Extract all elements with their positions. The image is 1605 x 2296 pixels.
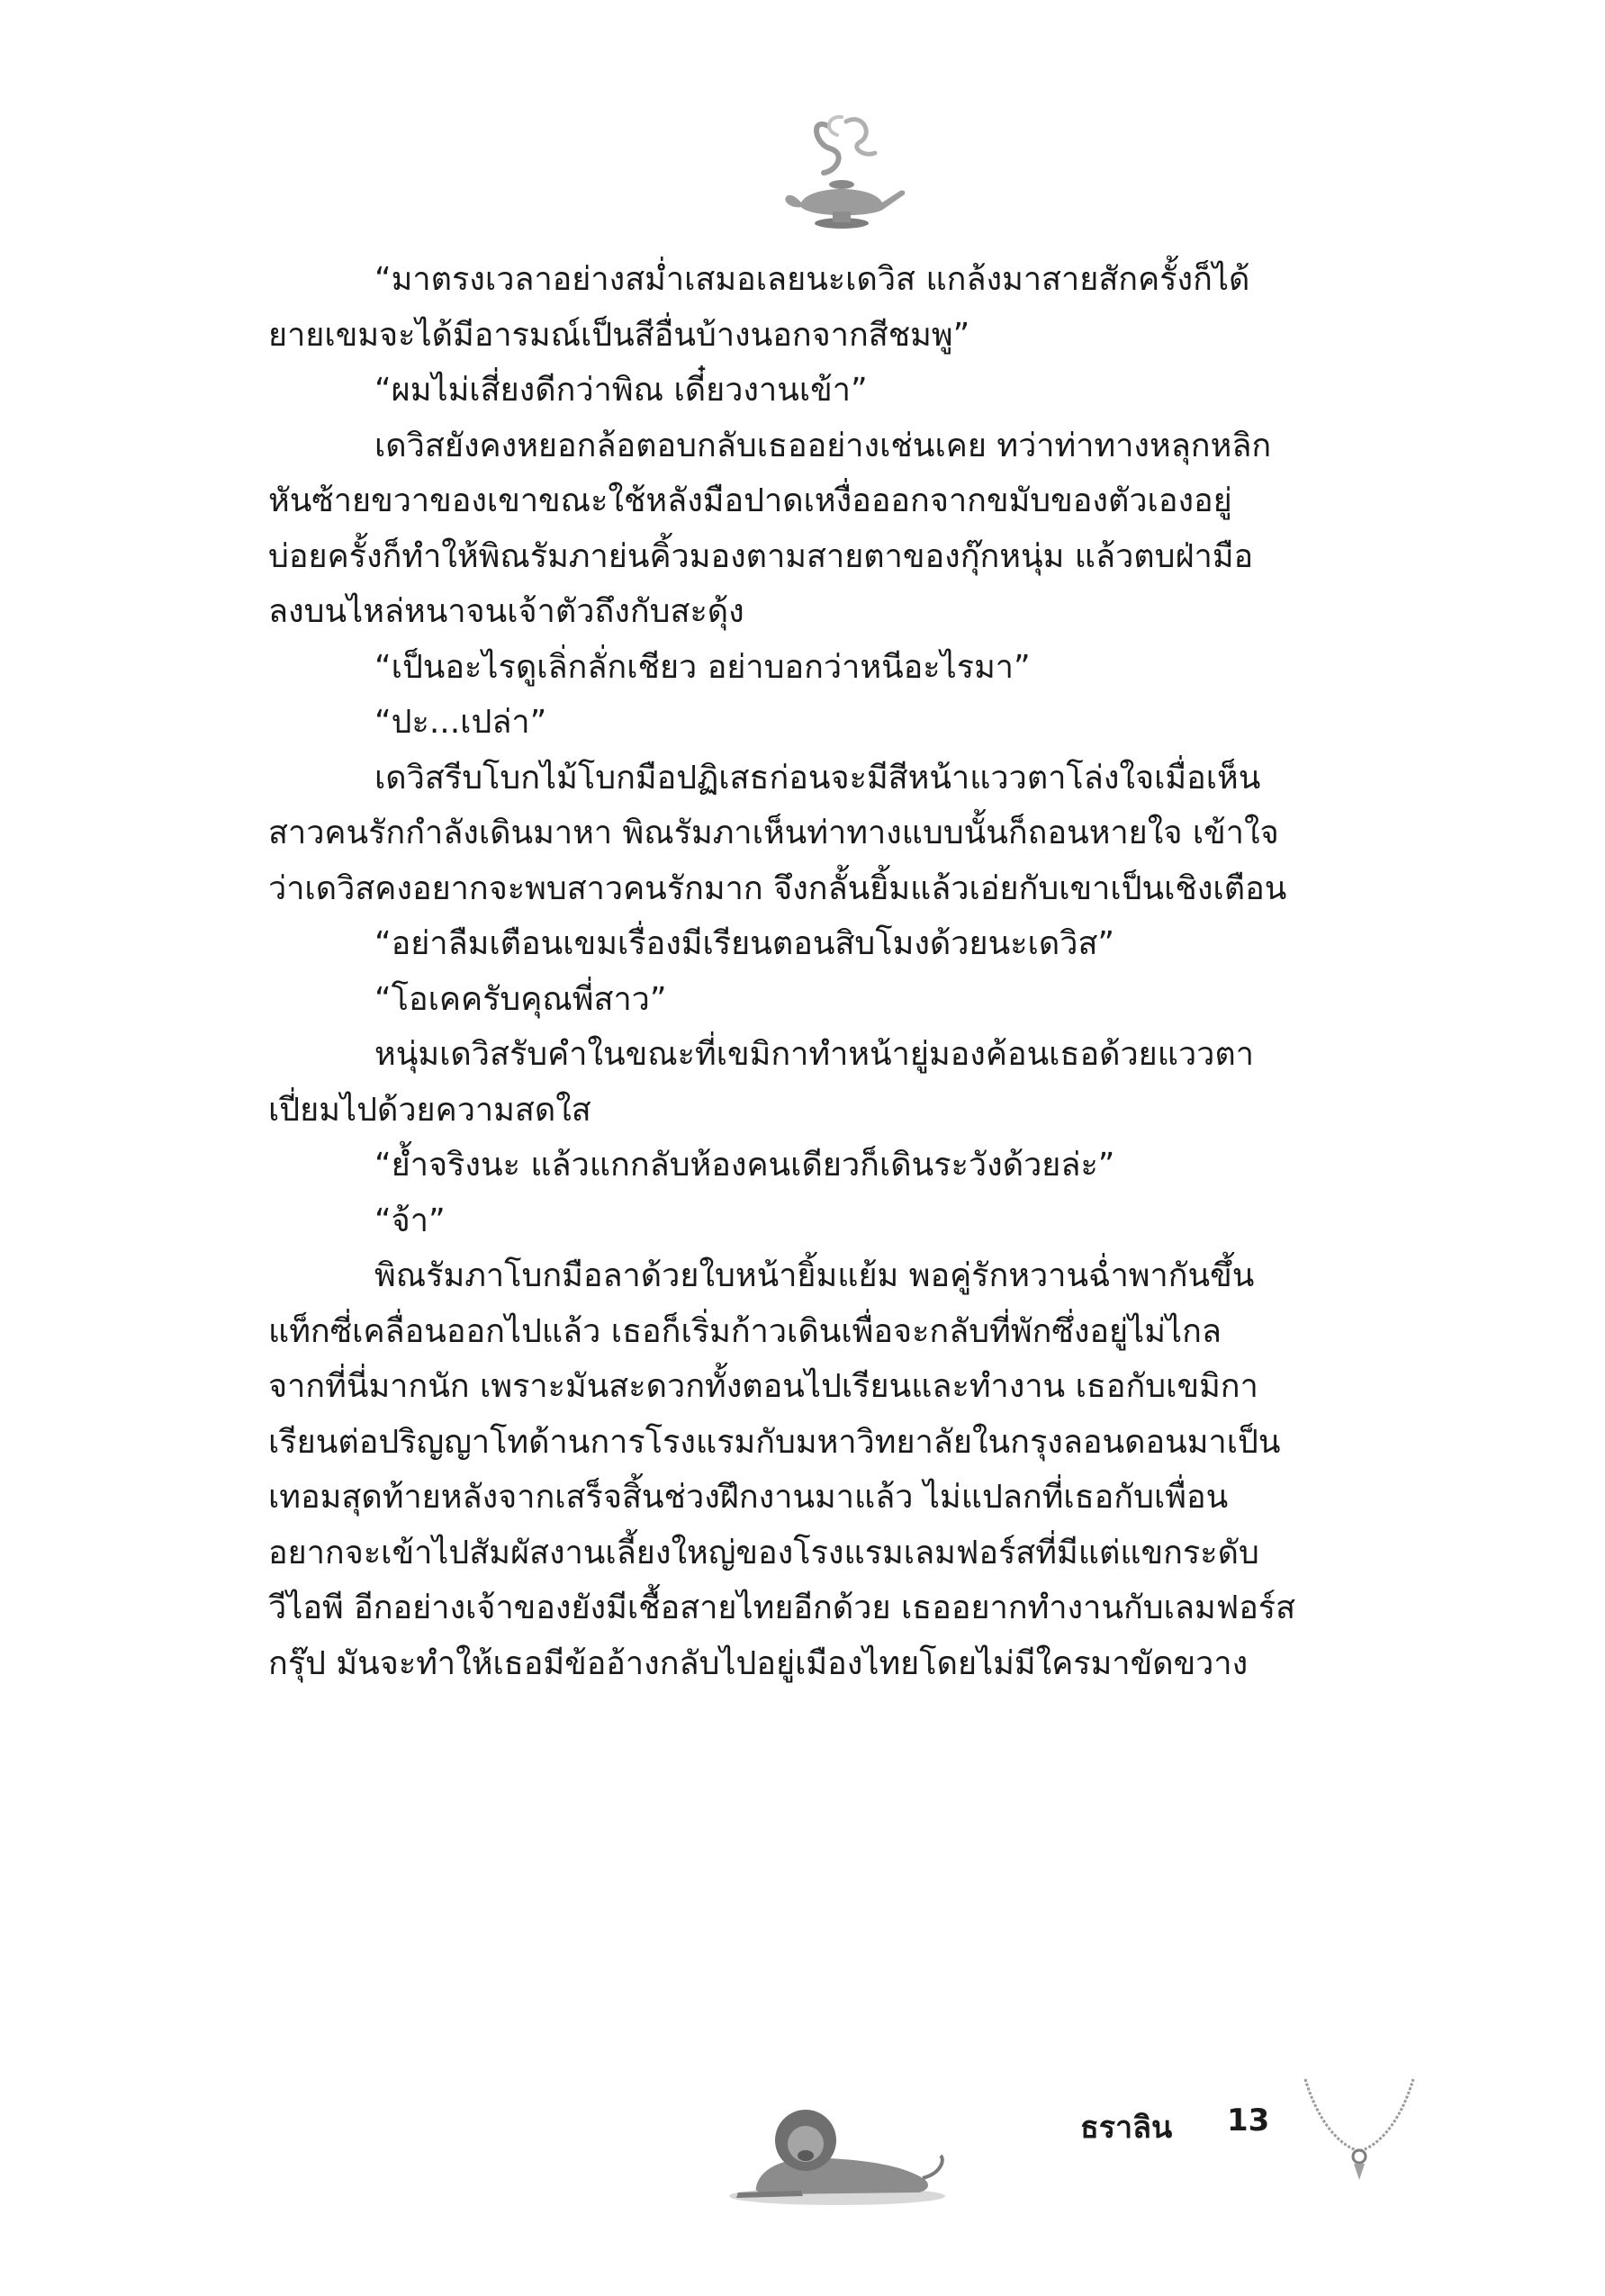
text-line: เดวิสยังคงหยอกล้อตอบกลับเธออย่างเช่นเคย ทว่าท่าทางหลุกหลิก <box>374 427 1272 464</box>
magic-lamp-icon <box>774 108 909 234</box>
text-line: เดวิสรีบโบกไม้โบกมือปฏิเสธก่อนจะมีสีหน้าแววตาโล่งใจเมื่อเห็น <box>374 759 1261 797</box>
text-line: แท็กซี่เคลื่อนออกไปแล้ว เธอก็เริ่มก้าวเดินเพื่อจะกลับที่พักซึ่งอยู่ไม่ไกล <box>268 1312 1222 1350</box>
text-line: “มาตรงเวลาอย่างสม่ำเสมอเลยนะเดวิส แกล้งมาสายสักครั้งก็ได้ <box>374 261 1250 298</box>
text-line: เปี่ยมไปด้วยความสดใส <box>268 1091 591 1129</box>
text-line: วีไอพี อีกอย่างเจ้าของยังมีเชื้อสายไทยอีกด้วย เธออยากทำงานกับเลมฟอร์ส <box>268 1589 1296 1626</box>
necklace-icon <box>1296 2070 1422 2196</box>
text-line: ลงบนไหล่หนาจนเจ้าตัวถึงกับสะดุ้ง <box>268 593 744 630</box>
page-number: 13 <box>1227 2102 1270 2138</box>
text-line: ว่าเดวิสคงอยากจะพบสาวคนรักมาก จึงกลั้นยิ้มแล้วเอ่ยกับเขาเป็นเชิงเตือน <box>268 869 1287 907</box>
text-line: หันซ้ายขวาของเขาขณะใช้หลังมือปาดเหงื่อออกจากขมับของตัวเองอยู่ <box>268 482 1232 519</box>
text-line: เทอมสุดท้ายหลังจากเสร็จสิ้นช่วงฝึกงานมาแล้ว ไม่แปลกที่เธอกับเพื่อน <box>268 1479 1229 1516</box>
text-line: “โอเคครับคุณพี่สาว” <box>374 980 667 1018</box>
text-line: อยากจะเข้าไปสัมผัสงานเลี้ยงใหญ่ของโรงแรมเลมฟอร์สที่มีแต่แขกระดับ <box>268 1534 1259 1571</box>
text-line: “เป็นอะไรดูเลิ่กลั่กเชียว อย่าบอกว่าหนีอะไรมา” <box>374 648 1031 686</box>
text-line: “จ้า” <box>374 1202 446 1239</box>
text-line: “อย่าลืมเตือนเขมเรื่องมีเรียนตอนสิบโมงด้วยนะเดวิส” <box>374 925 1115 962</box>
body-text <box>268 252 1404 1691</box>
text-line: จากที่นี่มากนัก เพราะมันสะดวกทั้งตอนไปเรียนและทำงาน เธอกับเขมิกา <box>268 1368 1258 1405</box>
text-line: “ย้ำจริงนะ แล้วแกกลับห้องคนเดียวก็เดินระวังด้วยล่ะ” <box>374 1147 1115 1184</box>
text-line: “ปะ...เปล่า” <box>374 704 547 741</box>
text-line: กรุ๊ป มันจะทำให้เธอมีข้ออ้างกลับไปอยู่เมืองไทยโดยไม่มีใครมาขัดขวาง <box>268 1644 1249 1682</box>
text-line: เรียนต่อปริญญาโทด้านการโรงแรมกับมหาวิทยาลัยในกรุงลอนดอนมาเป็น <box>268 1423 1281 1461</box>
text-line: พิณรัมภาโบกมือลาด้วยใบหน้ายิ้มแย้ม พอคู่รักหวานฉ่ำพากันขึ้น <box>374 1257 1255 1294</box>
text-line: “ผมไม่เสี่ยงดีกว่าพิณ เดี๋ยวงานเข้า” <box>374 372 868 409</box>
page-footer <box>0 2070 1605 2250</box>
text-line: หนุ่มเดวิสรับคำในขณะที่เขมิกาทำหน้ายู่มองค้อนเธอด้วยแววตา <box>374 1036 1254 1073</box>
author-name: ธราลิน <box>1080 2110 1173 2146</box>
lion-icon <box>720 2070 954 2214</box>
text-line: สาวคนรักกำลังเดินมาหา พิณรัมภาเห็นท่าทางแบบนั้นก็ถอนหายใจ เข้าใจ <box>268 815 1279 851</box>
text-line: ยายเขมจะได้มีอารมณ์เป็นสีอื่นบ้างนอกจากสีชมพู” <box>268 316 970 354</box>
text-line: บ่อยครั้งก็ทำให้พิณรัมภาย่นคิ้วมองตามสายตาของกุ๊กหนุ่ม แล้วตบฝ่ามือ <box>268 537 1254 575</box>
paragraph-block <box>268 252 1404 1691</box>
